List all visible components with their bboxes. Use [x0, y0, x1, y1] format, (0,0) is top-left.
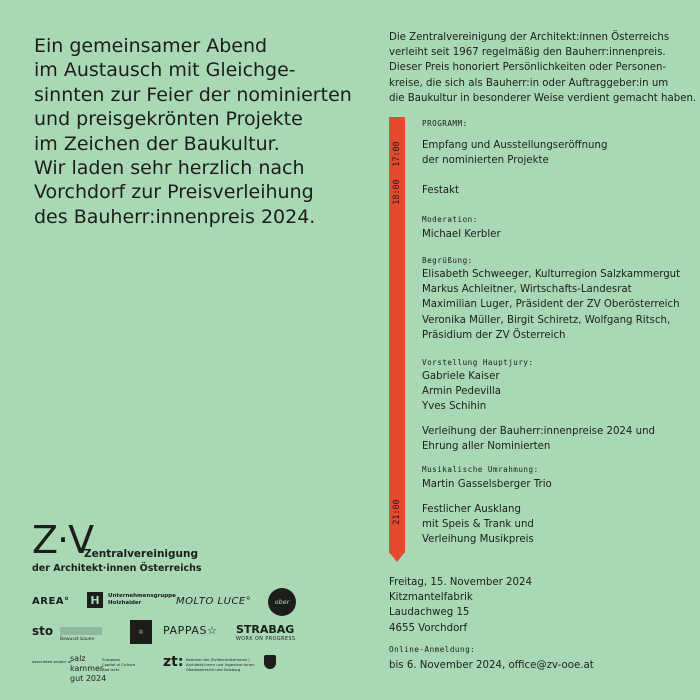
salzkammergut-logo: salz kammer gut 2024	[70, 654, 107, 683]
holzhaider-logo	[87, 592, 176, 608]
event-city: 4655 Vorchdorf	[389, 622, 468, 634]
lead-line: Die Zentralvereinigung der Architekt:innen Österreichs	[389, 32, 670, 43]
event-date: Freitag, 15. November 2024	[389, 577, 532, 588]
registration-label: Online-Anmeldung:	[389, 645, 476, 654]
registration-text: bis 6. November 2024, office@zv-ooe.at	[389, 660, 594, 671]
program-line: Verleihung der Bauherr:innenpreise 2024 und	[422, 426, 656, 437]
greeting-line: Veronika Müller, Birgit Schiretz, Wolfgang Ritsch,	[422, 314, 671, 326]
intro-line: sinnten zur Feier der nominierten	[34, 83, 352, 106]
strabag-logo: STRABAG	[236, 623, 295, 636]
lead-text	[389, 30, 697, 106]
program-line: der nominierten Projekte	[422, 155, 549, 167]
greeting-label: Begrüßung:	[422, 256, 473, 265]
greeting-list	[422, 267, 692, 343]
program-line: Verleihung Musikpreis	[422, 534, 534, 546]
intro-line: Wir laden sehr herzlich nach	[34, 157, 305, 180]
intro-line: im Zeichen der Baukultur.	[34, 132, 280, 155]
time-label-1700: 17:00	[392, 141, 402, 167]
zt-logo: zt:	[163, 654, 184, 670]
program-festakt: Festakt	[422, 185, 460, 196]
program-award	[422, 424, 692, 454]
zv-logo-subtitle: der Architekt·innen Österreichs	[32, 563, 202, 574]
jury-label: Vorstellung Hauptjury:	[422, 358, 534, 367]
strabag-logo-subtitle: WORK ON PROGRESS	[236, 637, 296, 642]
event-details	[389, 575, 689, 636]
zv-logo	[32, 518, 232, 576]
jury-list	[422, 369, 692, 415]
intro-line: Ein gemeinsamer Abend	[34, 35, 268, 57]
intro-line: und preisgekrönten Projekte	[34, 108, 303, 131]
intro-line: des Bauherr:innenpreis 2024.	[34, 205, 316, 228]
time-label-2100: 21:00	[392, 499, 402, 525]
ober-logo: ober	[268, 588, 296, 616]
holzhaider-mark: H	[87, 592, 103, 608]
zv-logo-name: Zentralvereinigung	[84, 548, 199, 560]
program-line: mit Speis & Trank und	[422, 519, 534, 531]
sto-logo-bar	[60, 627, 102, 635]
austria-crest-icon	[264, 655, 276, 669]
jury-line: Armin Pedevilla	[422, 386, 501, 398]
lead-line: die Baukultur in besonderer Weise verdient gemacht haben.	[389, 92, 697, 104]
moderation-name: Michael Kerbler	[422, 229, 501, 240]
lead-line: Dieser Preis honoriert Persönlichkeiten oder Personen-	[389, 62, 667, 74]
salzkammergut-subtitle: European Capital of Culture Bad Ischl	[102, 657, 136, 672]
lead-line: verleiht seit 1967 regelmäßig den Bauherr:innenpreis.	[389, 47, 666, 59]
intro-line: im Austausch mit Gleichge-	[34, 59, 296, 82]
zv-logo-mark: Z·V	[32, 518, 94, 562]
jury-line: Yves Schihin	[422, 401, 487, 413]
greeting-line: Präsidium der ZV Österreich	[422, 329, 566, 341]
molto-luce-logo: MOLTO LUCE°	[176, 596, 252, 607]
greeting-line: Elisabeth Schweeger, Kulturregion Salzkammergut	[422, 269, 681, 280]
music-label: Musikalische Umrahmung:	[422, 465, 539, 474]
program-heading: PROGRAMM:	[422, 119, 468, 128]
program-line: Ehrung aller Nominierten	[422, 441, 551, 453]
program-line: Festlicher Ausklang	[422, 504, 521, 515]
lead-line: kreise, die sich als Bauherr:in oder Auftraggeber:in um	[389, 77, 669, 89]
program-line: Empfang und Ausstellungseröffnung	[422, 140, 608, 151]
program-closing	[422, 502, 692, 548]
moderation-label: Moderation:	[422, 215, 478, 224]
salzkammergut-assoc: associated project of	[32, 659, 72, 664]
timeline-arrow-icon	[389, 552, 405, 562]
area-logo: AREA°	[32, 596, 70, 607]
sto-logo: sto	[32, 624, 54, 638]
program-opening	[422, 138, 692, 168]
event-venue: Kitzmantelfabrik	[389, 592, 473, 604]
event-street: Laudachweg 15	[389, 607, 470, 619]
zt-logo-subtitle: Kammer der ZiviltechnikerInnen | Architekt:innen und Ingenieur:innen Oberösterreich und Salzburg	[186, 657, 255, 672]
greeting-line: Markus Achleitner, Wirtschafts-Landesrat	[422, 284, 632, 296]
music-name: Martin Gasselsberger Trio	[422, 479, 552, 490]
intro-line: Vorchdorf zur Preisverleihung	[34, 181, 314, 204]
pappas-logo: PAPPAS☆	[163, 624, 218, 637]
time-label-1800: 18:00	[392, 179, 402, 205]
registration	[389, 644, 689, 673]
holzhaider-text: Unternehmensgruppe Holzhaider	[108, 593, 176, 606]
sto-logo-subtitle: Bewusst bauen	[60, 637, 95, 642]
jury-line: Gabriele Kaiser	[422, 371, 500, 382]
intro-text	[34, 34, 364, 229]
greeting-line: Maximilian Luger, Präsident der ZV Oberösterreich	[422, 299, 680, 311]
crown-emblem-icon: ♔	[130, 620, 152, 644]
